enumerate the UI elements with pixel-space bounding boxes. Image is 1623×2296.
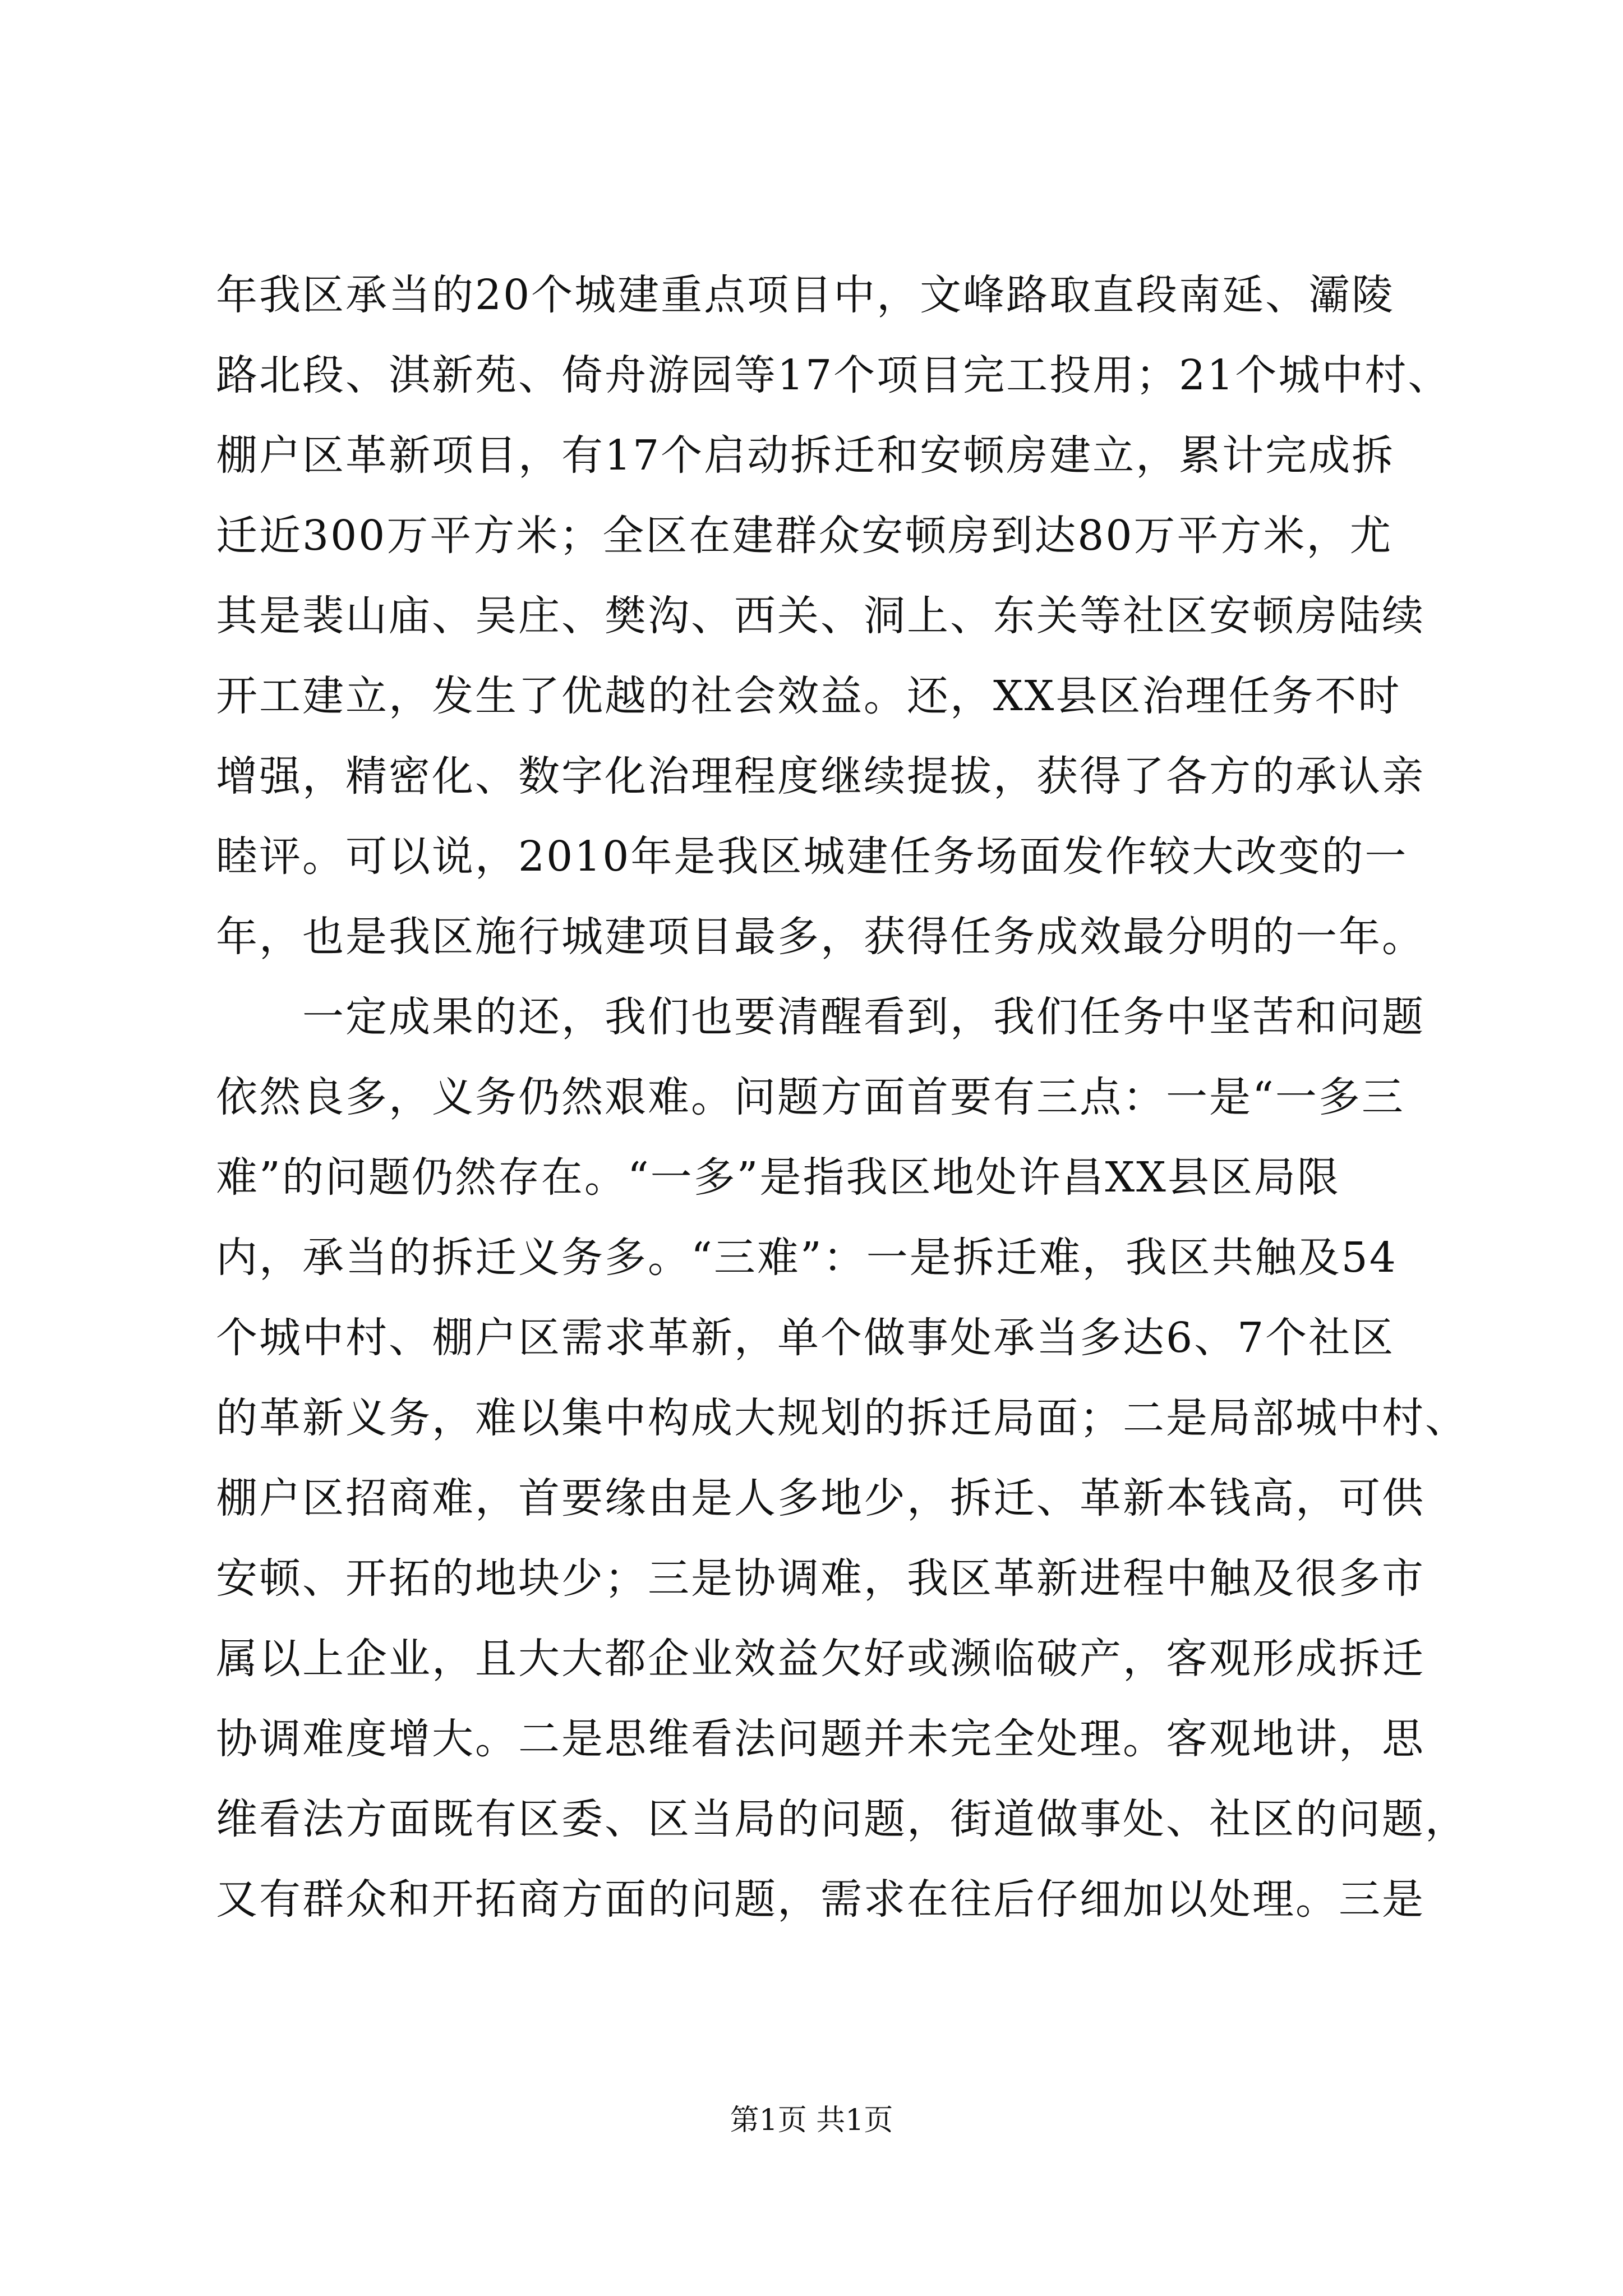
text-line: 协调难度增大。二是思维看法问题并未完全处理。客观地讲，思 <box>216 1715 1425 1763</box>
page-footer <box>0 2098 1623 2143</box>
text-line: 其是裴山庙、吴庄、樊沟、西关、洞上、东关等社区安顿房陆续 <box>216 592 1425 640</box>
text-line: 一定成果的还，我们也要清醒看到，我们任务中坚苦和问题 <box>216 993 1425 1041</box>
text-line: 维看法方面既有区委、区当局的问题，街道做事处、社区的问题， <box>216 1795 1468 1843</box>
text-line: 属以上企业，且大大都企业效益欠好或濒临破产，客观形成拆迁 <box>216 1635 1425 1683</box>
text-line: 难”的问题仍然存在。“一多”是指我区地处许昌XX县区局限 <box>216 1153 1340 1202</box>
text-line: 迁近300万平方米；全区在建群众安顿房到达80万平方米，尤 <box>216 512 1393 560</box>
page-number-label: 第1页 共1页 <box>730 2104 893 2137</box>
text-line: 增强，精密化、数字化治理程度继续提拔，获得了各方的承认亲 <box>216 752 1425 800</box>
body-text <box>216 255 1468 1940</box>
text-line: 依然良多，义务仍然艰难。问题方面首要有三点：一是“一多三 <box>216 1073 1405 1121</box>
text-line: 内，承当的拆迁义务多。“三难”：一是拆迁难，我区共触及54 <box>216 1234 1398 1282</box>
text-line: 又有群众和开拓商方面的问题，需求在往后仔细加以处理。三是 <box>216 1875 1425 1924</box>
text-line: 个城中村、棚户区需求革新，单个做事处承当多达6、7个社区 <box>216 1314 1395 1362</box>
text-line: 年我区承当的20个城建重点项目中，文峰路取直段南延、灞陵 <box>216 271 1395 319</box>
text-line: 路北段、淇新苑、倚舟游园等17个项目完工投用；21个城中村、 <box>216 351 1451 399</box>
text-line: 开工建立，发生了优越的社会效益。还，XX县区治理任务不时 <box>216 672 1401 720</box>
text-line: 的革新义务，难以集中构成大规划的拆迁局面；二是局部城中村、 <box>216 1394 1468 1442</box>
text-line: 棚户区革新项目，有17个启动拆迁和安顿房建立，累计完成拆 <box>216 431 1395 480</box>
text-line: 年，也是我区施行城建项目最多，获得任务成效最分明的一年。 <box>216 913 1425 961</box>
text-line: 安顿、开拓的地块少；三是协调难，我区革新进程中触及很多市 <box>216 1554 1425 1603</box>
text-line: 棚户区招商难，首要缘由是人多地少，拆迁、革新本钱高，可供 <box>216 1474 1425 1522</box>
text-line: 睦评。可以说，2010年是我区城建任务场面发作较大改变的一 <box>216 832 1408 881</box>
